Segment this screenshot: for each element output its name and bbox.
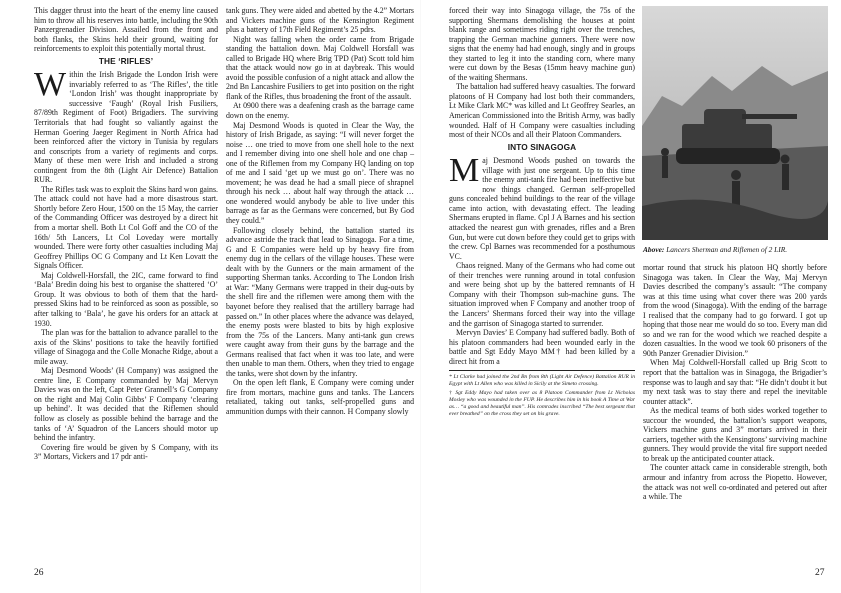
paragraph: tank guns. They were aided and abetted by the 4.2” Mortars and Vickers machine guns of the Kensington Regiment plus a battery of 17th Field Regiment’s 25 pdrs. <box>226 6 414 35</box>
paragraph: Maj Coldwell-Horsfall, the 2IC, came forward to find ‘Bala’ Bredin doing his best to organise the shattered ‘O’ Group. It was obvious to both of them that the hard-pressed Skins had to be reinforced as soon as possible, so after talking to ‘Bala’, he gave his orders for an attack at 1930. <box>34 270 218 328</box>
paragraph: Chaos reigned. Many of the Germans who had come out of their trenches were running around in total confusion and were being shot up by the battered remnants of H Company with their Thompson sub-machine guns. The situation improved when F Company and another troop of the Lancers’ Shermans forced their way into the village and the garrison of Sinagoga started to surrender. <box>449 261 635 328</box>
column-3 <box>449 6 635 420</box>
paragraph: The plan was for the battalion to advance parallel to the axis of the Skins’ positions to take the heavily fortified village of Sinagoga and the Colle Monache Ridge, about a mile away. <box>34 328 218 366</box>
intro-paragraph: This dagger thrust into the heart of the enemy line caused him to throw all his reserves into battle, including the 90th Panzergrenadier Division. Assailed from the front and both flanks, the Skins held their ground, waiting for reinforcements to exploit this potentially mortal thrust. <box>34 6 218 54</box>
drop-cap: W <box>34 66 67 104</box>
paragraph: Within the Irish Brigade the London Irish were invariably referred to as ‘The Rifles’, the title ‘London Irish’ was thought inappropriate by successive ‘Faugh’ (Royal Irish Fusiliers, 87/89th Regiment of Foot) Brigadiers. The surviving Territorials that had fought so valiantly against the Herman Goering Jaeger Regiment in North Africa had been reinforced after the victory in Tunisia by regulars and conscripts from a variety of regiments and corps. Many of these men were Irish and included a strong contingent from the 8th (Light Air Defence) Battalion RUR. <box>34 66 218 185</box>
footnote: * Lt Clarke had joined the 2nd Bn from 8th (Light Air Defence) Battalion RUR in Egypt with Lt Allen who was killed in Sicily at the Simeto crossing. <box>449 374 635 388</box>
paragraph: forced their way into Sinagoga village, the 75s of the supporting Shermans demolishing the houses at point blank range and sometimes riding right over the trenches, trapping the German machine gunners. There were now signs that the enemy had had enough, singly and in groups they started to leg it into the standing corn, where many were cut down by the Besas (15mm heavy machine gun) of the waiting Shermans. <box>449 6 635 82</box>
caption-lead: Above: <box>643 245 665 254</box>
drop-cap: M <box>449 152 480 190</box>
paragraph: As the medical teams of both sides worked together to succour the wounded, the battalion’s support weapons, Vickers machine guns and 3” mortars arrived in their carriers, together with the Kensingtons’ surviving machine gunners. They would provide the vital fire support needed to break up the anticipated counter attack. <box>643 406 827 463</box>
paragraph: Covering fire would be given by S Company, with its 3” Mortars, Vickers and 17 pdr anti- <box>34 442 218 462</box>
page-number-right: 27 <box>815 568 825 578</box>
paragraph: Maj Desmond Woods pushed on towards the village with just one sergeant. Up to this time the enemy anti-tank fire had been ineffective but now things changed. German self-propelled guns concealed behind buildings to the rear of the village came into action, with devastating effect. The leading Shermans erupted in flame. Cpl J A Barnes and his section attacked the nearest gun with grenades, rifles and a Bren Gun, but were cut down before they could get to grips with the crew. Cpl Barnes was recommended for a posthumous VC. <box>449 152 635 261</box>
paragraph: When Maj Coldwell-Horsfall called up Brig Scott to report that the battalion was in Sinagoga, the Brigadier’s response was to laugh and say that: “He didn’t doubt it but my next task was to stay there and repel the inevitable counter attack”. <box>643 358 827 406</box>
paragraph: The Rifles task was to exploit the Skins hard won gains. The attack could not have had a more disastrous start. Shortly before Zero Hour, 1500 on the 15 May, the carrier of the Commanding Officer was destroyed by a direct hit from a mortar shell. Both Lt Col Goff and the CO of the 16th/ 5th Lancers, Lt Col Loveday were mortally wounded. There were forty other casualties including Maj Geoffrey Phillips OC G Company and Lt Ken Lovatt the Signals Officer. <box>34 184 218 271</box>
page-gutter <box>420 0 421 593</box>
paragraph: Maj Desmond Woods’ (H Company) was assigned the centre line, E Company commanded by Maj Mervyn Davies was on the left, Capt Peter Grannell’s G Company on the right and Maj Colin Gibbs’ F Company ‘clearing up behind’. It was decided that the Riflemen should follow as closely as possible behind the barrage and the tanks of ‘A’ Squadron of the Lancers should motor up behind the infantry. <box>34 366 218 443</box>
footnote: † Sgt Eddy Mayo had taken over as 8 Platoon Commander from Lt Nicholas Mosley who was wounded in the FUP. He describes him in his book A Time at War as… “a good and beautiful man”. His comrades inscribed “The best sergeant that ever breathed” on the cross they set on his grave. <box>449 390 635 417</box>
footnotes <box>449 370 635 417</box>
column-1 <box>34 6 218 462</box>
page-number-left: 26 <box>34 568 44 578</box>
paragraph: Mervyn Davies’ E Company had suffered badly. Both of his platoon commanders had been wounded early in the battle and Sgt Eddy Mayo MM† had been killed by a direct hit from a <box>449 328 635 366</box>
column-2 <box>226 6 414 417</box>
paragraph: Following closely behind, the battalion started its advance astride the track that lead to Sinagoga. For a time, G and E Companies were held up by heavy fire from enemy dug in the cellars of the village houses. These were dealt with by the Gunners or the main armament of the supporting Sherman tanks. According to The London Irish at War: “Many Germans were trapped in their dug-outs by the shell fire and the riflemen were among them with the bayonet before they realised that the artillery barrage had passed on.” In other places where the advance was delayed, the enemy posts were blasted to bits by high explosive from the 75s of the Lancers. Many anti-tank gun crews were caught away from their guns by the barrage and the Germans realised that fact when it was too late, and were then unable to man them. Others, when they tried to engage the tanks, were shot down by the infantry. <box>226 225 414 378</box>
paragraph: Night was falling when the order came from Brigade standing the battalion down. Maj Coldwell Horsfall was called to Brigade HQ where Brig TPD (Pat) Scott told him that the attack would now go in at daybreak. This would avoid the possible confusion of a night attack and allow the 2nd Bn Lancashire Fusiliers to get into position on the right flank of the Rifles, thus broadening the front of the assault. <box>226 34 414 101</box>
paragraph: The counter attack came in considerable strength, both armour and infantry from across the Piopetto. However, the attack was not well co-ordinated and petered out after a while. The <box>643 463 827 502</box>
section-heading-rifles: THE ‘RIFLES’ <box>98 55 154 66</box>
column-4 <box>643 263 827 502</box>
paragraph: On the open left flank, E Company were coming under fire from mortars, machine guns and tanks. The Lancers retaliated, taking out tanks, self-propelled guns and ammunition dumps with their cannon. H Company slowly <box>226 378 414 416</box>
paragraph: Maj Desmond Woods is quoted in Clear the Way, the history of Irish Brigade, as saying: “I will never forget the noise … one tried to move from one shell hole to the next and I remember diving into one shell hole and one chap – one of the Riflemen from my Company HQ landing on top of me and I said ‘get up we must go on’. There was no movement; he was dead he had a small piece of shrapnel through his neck … about half way through the attack … one wondered would anybody be able to live under this barrage as far as the Germans were concerned, but By God they could.” <box>226 120 414 226</box>
sherman-tank-photo <box>642 6 828 240</box>
caption-text: Lancers Sherman and Riflemen of 2 LIR. <box>664 245 788 254</box>
section-heading-sinagoga: INTO SINAGOGA <box>507 141 577 152</box>
photo-illustration <box>642 6 828 240</box>
photo-caption <box>643 245 827 254</box>
paragraph: The battalion had suffered heavy casualties. The forward platoons of H Company had lost both their commanders, Lt Mike Clark MC* was killed and Lt Geoffrey Searles, an American Commissioned into the British Army, was badly wounded. Half of H Company were casualties including most of their NCOs and all their Platoon Commanders. <box>449 82 635 140</box>
paragraph: mortar round that struck his platoon HQ shortly before Sinagoga was taken. In Clear the Way, Maj Mervyn Davies described the company’s assault: “The company was at this time using what cover there was 200 yards from the wood (Sinagoga). With the ending of the barrage I realised that the company had to go forward. I got up hoping that those near me would do so too. Every man did so and we ran for the wood which we reached despite a dozen casualties. In the wood we took 60 prisoners of the 90th Panzer Grenadier Division.” <box>643 263 827 358</box>
paragraph: At 0900 there was a deafening crash as the barrage came down on the enemy. <box>226 101 414 121</box>
